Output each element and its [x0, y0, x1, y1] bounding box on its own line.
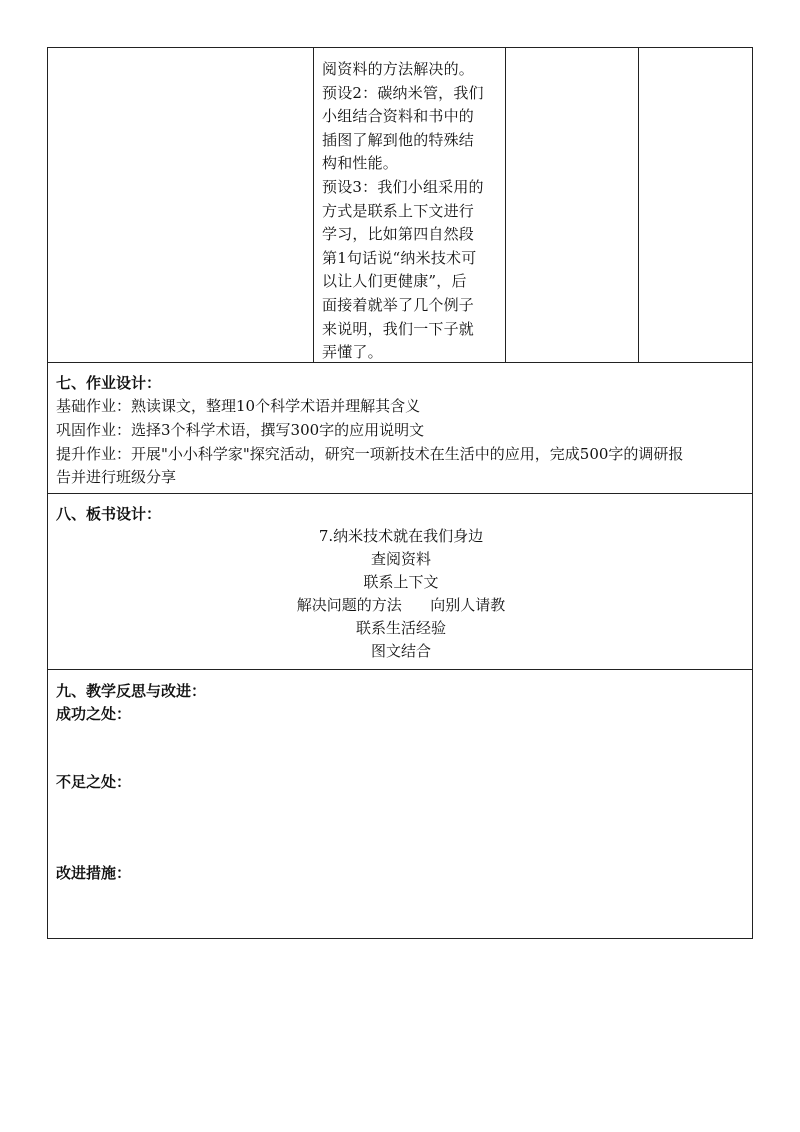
reflection-section [47, 670, 753, 939]
column-divider [313, 48, 314, 362]
homework-section [47, 363, 753, 494]
cell-line: 插图了解到他的特殊结 [322, 130, 475, 149]
cell-line: 以让人们更健康”，后 [322, 272, 467, 291]
column-divider [638, 48, 639, 362]
homework-title: 七、作业设计： [56, 374, 162, 392]
cell-line: 预设2：碳纳米管，我们 [322, 83, 484, 102]
cell-line: 预设3：我们小组采用的 [322, 177, 484, 196]
board-item: 图文结合 [370, 642, 431, 660]
board-item: 联系生活经验 [355, 619, 446, 637]
cell-line: 弄懂了。 [322, 343, 383, 362]
homework-basic: 基础作业：熟读课文，整理10个科学术语并理解其含义 [56, 397, 421, 415]
board-item: 联系上下文 [363, 573, 439, 591]
homework-improve-line1: 提升作业：开展"小小科学家"探究活动，研究一项新技术在生活中的应用，完成500字的调研报 [56, 445, 684, 463]
homework-improve-line2: 告并进行班级分享 [56, 468, 177, 486]
cell-line: 第1句话说“纳米技术可 [322, 248, 477, 267]
board-heading: 7.纳米技术就在我们身边 [318, 527, 484, 545]
board-item: 查阅资料 [370, 550, 431, 568]
shortcoming-label: 不足之处： [56, 773, 132, 791]
cell-line: 学习，比如第四自然段 [322, 225, 475, 244]
cell-line: 方式是联系上下文进行 [322, 201, 475, 220]
improvement-label: 改进措施： [56, 864, 132, 882]
board-design-section [47, 494, 753, 670]
success-label: 成功之处： [56, 705, 132, 723]
lesson-table-continuation [47, 47, 753, 363]
homework-consolidate: 巩固作业：选择3个科学术语，撰写300字的应用说明文 [56, 421, 425, 439]
board-title: 八、板书设计： [56, 505, 162, 523]
cell-line: 构和性能。 [322, 154, 399, 173]
student-activity-cell [322, 58, 506, 365]
cell-line: 阅资料的方法解决的。 [322, 60, 475, 78]
cell-line: 小组结合资料和书中的 [322, 107, 475, 126]
cell-line: 来说明，我们一下子就 [322, 319, 475, 338]
cell-line: 面接着就举了几个例子 [322, 295, 475, 314]
reflection-title: 九、教学反思与改进： [56, 682, 207, 700]
board-item: 解决问题的方法 向别人请教 [296, 596, 506, 614]
